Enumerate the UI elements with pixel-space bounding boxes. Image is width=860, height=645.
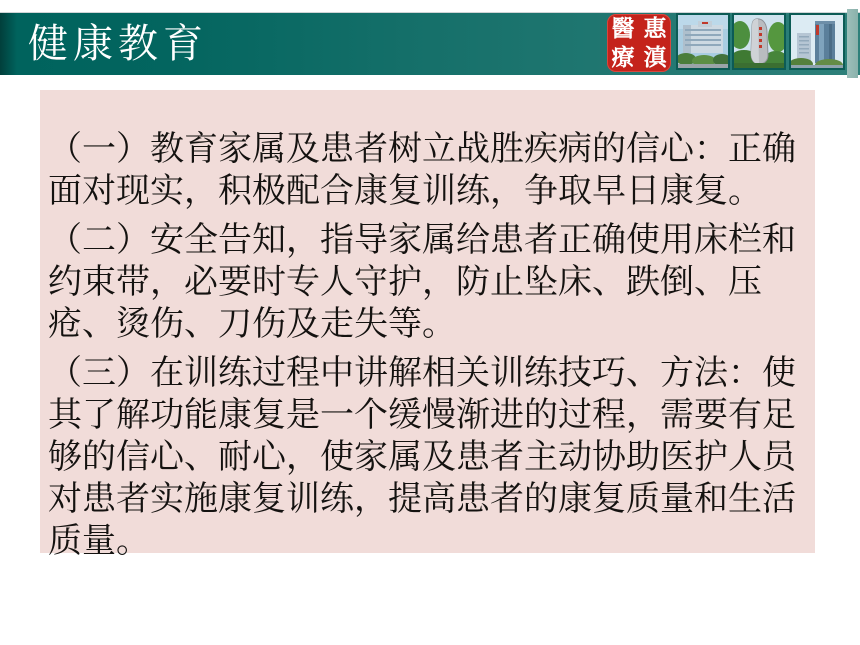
paragraph-1: （一）教育家属及患者树立战胜疾病的信心：正确面对现实，积极配合康复训练，争取早日康复。	[48, 129, 796, 211]
content-box	[40, 90, 815, 561]
paragraph-3: （三）在训练过程中讲解相关训练技巧、方法：使其了解功能康复是一个缓慢渐进的过程，需要有足够的信心、耐心，使家属及患者主动协助医护人员对患者实施康复训练，提高患者的康复质量和生活质量。	[48, 353, 796, 561]
seal-char: 惠	[643, 15, 667, 42]
header-right-strip	[847, 9, 858, 78]
seal-char: 療	[611, 44, 635, 71]
monument-image	[734, 15, 784, 68]
seal-char: 滇	[643, 44, 667, 71]
slide-title: 健康教育	[28, 21, 208, 67]
paragraph-2: （二）安全告知，指导家属给患者正确使用床栏和约束带，必要时专人守护，防止坠床、跌倒、压疮、烫伤、刀伤及走失等。	[48, 220, 796, 344]
tower-building-image	[791, 15, 843, 68]
hospital-seal-logo	[607, 14, 671, 72]
seal-char: 醫	[611, 15, 635, 42]
hospital-main-building-photo	[676, 13, 730, 70]
hospital-tower-photo	[789, 13, 845, 70]
hospital-building-image	[678, 15, 728, 68]
stone-monument-photo	[732, 13, 786, 70]
title-bar	[0, 13, 860, 75]
